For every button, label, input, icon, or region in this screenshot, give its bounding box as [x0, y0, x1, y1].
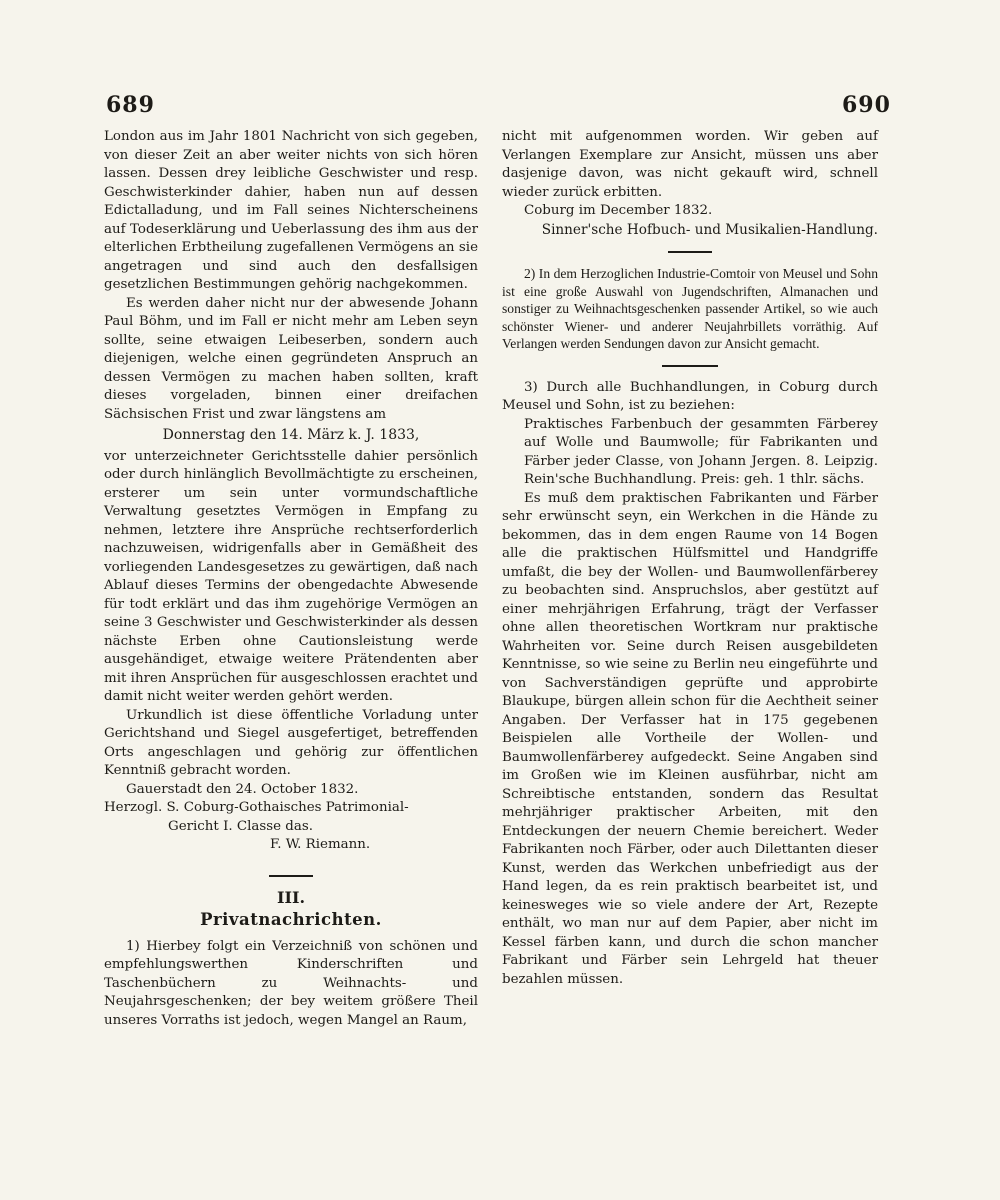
book-title: Praktisches Farbenbuch der gesammten Färberey auf Wolle und Baumwolle; für Fabrikanten und Färber jeder Classe, von Johann Jergen. 8. Leipzig. Rein'sche Buchhandlung. Preis: geh. 1 thlr. sächs.	[524, 416, 878, 487]
paragraph: Es muß dem praktischen Fabrikanten und Färber sehr erwünscht seyn, ein Werkchen in die Hände zu bekommen, das in dem engen Raume von 14 Bogen alle die praktischen Hülfsmittel und Handgriffe umfaßt, die bey der Wollen- und Baumwollenfärberey zu beobachten sind. Anspruchslos, aber gestützt auf einer mehrjährigen Erfahrung, trägt der Verfasser ohne allen theoretischen Wortkram nur praktische Wahrheiten vor. Seine durch Reisen ausgebildeten Kenntnisse, so wie seine zu Berlin neu eingeführte und von Sachverständigen geprüfte und approbirte Blaukupe, bürgen allein schon für die Aechtheit seiner Angaben. Der Verfasser hat in 175 gegebenen Beispielen alle Vortheile der Wollen- und Baumwollenfärberey aufgedeckt. Seine Angaben sind im Großen wie im Kleinen ausführbar, nicht am Schreibtische entstanden, sondern das Resultat mehrjähriger praktischer Arbeiten, mit den Entdeckungen der neuern Chemie bereichert. Weder Fabrikanten noch Färber, oder auch Dilettanten dieser Kunst, werden das Werkchen unbefriedigt aus der Hand legen, da es rein praktisch bearbeitet ist, und keinesweges wie so viele andere der Art, Rezepte enthält, wo man nur auf dem Papier, aber nicht im Kessel färben kann, und durch die schon mancher Fabrikant und Färber sein Lehrgeld hat theuer bezahlen müssen.	[502, 490, 878, 987]
court-name: Herzogl. S. Coburg-Gothaisches Patrimonial-	[104, 800, 409, 815]
page-number-right: 690	[842, 92, 891, 118]
paragraph: Urkundlich ist diese öffentliche Vorladung unter Gerichtshand und Siegel ausgefertiget, betreffenden Orts angeschlagen und gehörig zur öffentlichen Kenntniß gebracht worden.	[104, 707, 478, 778]
left-column	[104, 128, 478, 1030]
summons-date: Donnerstag den 14. März k. J. 1833,	[162, 427, 420, 443]
divider	[668, 251, 712, 253]
signature: F. W. Riemann.	[270, 837, 371, 852]
place-date: Coburg im December 1832.	[524, 203, 713, 218]
court-class: Gericht I. Classe das.	[168, 818, 313, 834]
paragraph: 2) In dem Herzoglichen Industrie-Comtoir von Meusel und Sohn ist eine große Auswahl von Jugendschriften, Almanachen und sonstiger zu Weihnachtsgeschenken passender Artikel, so wie auch schönster Wiener- und anderer Neujahrbillets vorräthig. Auf Verlangen werden Sendungen davon zur Ansicht gemacht.	[502, 266, 878, 351]
right-column	[502, 128, 878, 989]
place-date: Gauerstadt den 24. October 1832.	[126, 781, 359, 797]
publisher-name: Sinner'sche Hofbuch- und Musikalien-Handlung.	[541, 221, 878, 238]
paragraph: Es werden daher nicht nur der abwesende Johann Paul Böhm, und im Fall er nicht mehr am Leben seyn sollte, seine etwaigen Leibeserben, sondern auch diejenigen, welche einen gegründeten Anspruch an dessen Vermögen zu machen haben sollten, kraft dieses vorgeladen, binnen einer dreifachen Sächsischen Frist und zwar längstens am	[104, 295, 478, 422]
paragraph: 1) Hierbey folgt ein Verzeichniß von schönen und empfehlungswerthen Kinderschriften und Taschenbüchern zu Weihnachts- und Neujahrsgeschenken; der bey weitem größere Theil unseres Vorraths ist jedoch, wegen Mangel an Raum,	[104, 938, 478, 1028]
section-number: III.	[276, 887, 306, 907]
paragraph: London aus im Jahr 1801 Nachricht von sich gegeben, von dieser Zeit an aber weiter nichts von sich hören lassen. Dessen drey leibliche Geschwister und resp. Geschwisterkinder dahier, haben nun auf dessen Edictalladung, und im Fall seines Nichterscheinens auf Todeserklärung und Ueberlassung des ihm aus der elterlichen Erbtheilung zugefallenen Vermögens an sie angetragen und sind auch den desfallsigen gesetzlichen Bestimmungen gehörig nachgekommen.	[104, 129, 478, 292]
divider	[662, 365, 718, 367]
section-title: Privatnachrichten.	[200, 910, 382, 929]
paragraph: 3) Durch alle Buchhandlungen, in Coburg durch Meusel und Sohn, ist zu beziehen:	[502, 379, 878, 413]
paragraph: nicht mit aufgenommen worden. Wir geben auf Verlangen Exemplare zur Ansicht, müssen uns aber dasjenige davon, was nicht gekauft wird, schnell wieder zurück erbitten.	[502, 129, 878, 200]
paragraph: vor unterzeichneter Gerichtsstelle dahier persönlich oder durch hinlänglich Bevollmächtigte zu erscheinen, ersterer um sein unter vormundschaftliche Verwaltung gesetztes Vermögen in Empfang zu nehmen, letztere ihre Ansprüche rechtserforderlich nachzuweisen, widrigenfalls aber in Gemäßheit des vorliegenden Landesgesetzes zu gewärtigen, daß nach Ablauf dieses Termins der obengedachte Abwesende für todt erklärt und das ihm zugehörige Vermögen an seine 3 Geschwister und Geschwisterkinder als dessen nächste Erben ohne Cautionsleistung werde ausgehändiget, etwaige weitere Prätendenten aber mit ihren Ansprüchen für ausgeschlossen erachtet und damit nicht weiter werden gehört werden.	[104, 448, 478, 704]
page-number-left: 689	[106, 92, 155, 118]
divider	[269, 875, 313, 877]
